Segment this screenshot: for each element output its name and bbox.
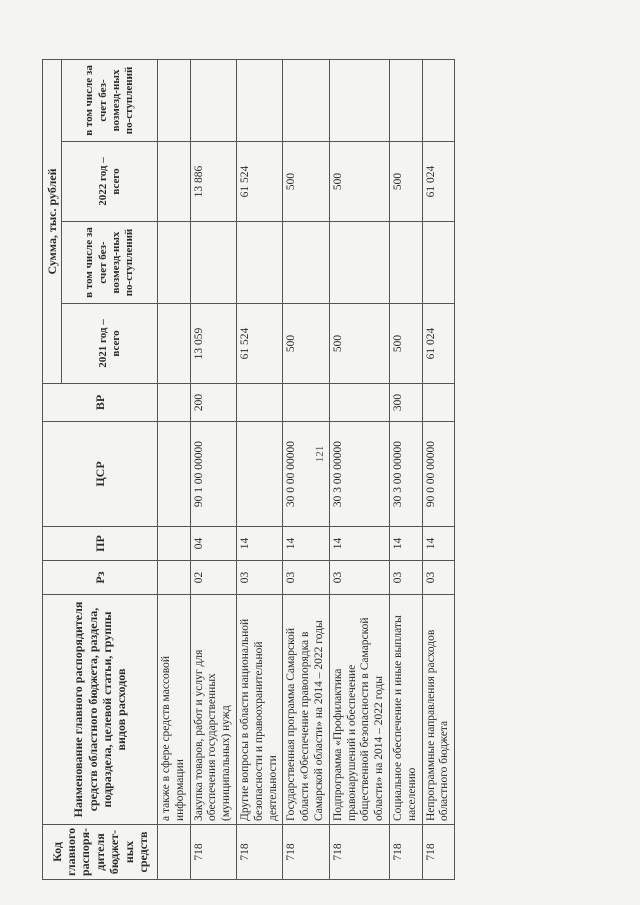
header-vr: ВР [43,384,158,422]
table-row [329,59,389,879]
cell-name: Другие вопросы в области национальной безопасности и правоохранительной деятельности [236,595,282,825]
cell-rz: 03 [329,561,389,595]
cell-csr [236,422,282,527]
cell-code: 718 [389,825,422,880]
table-row [422,59,455,879]
budget-table [42,59,455,880]
cell-2021-free [236,222,282,304]
cell-2022-free [158,59,191,141]
cell-code: 718 [190,825,236,880]
cell-2021-free [158,222,191,304]
cell-pr [158,527,191,561]
cell-2022-total: 61 024 [422,142,455,222]
cell-2021-free [283,222,329,304]
cell-csr: 30 3 00 00000 [389,422,422,527]
cell-2021-total: 13 059 [190,304,236,384]
cell-vr [158,384,191,422]
cell-name: а также в сфере средств массовой информации [158,595,191,825]
cell-vr [422,384,455,422]
cell-vr [236,384,282,422]
cell-name: Непрограммные направления расходов областного бюджета [422,595,455,825]
header-2021-free: в том числе за счет без-возмезд-ных по-ступлений [62,222,158,304]
cell-2022-free [190,59,236,141]
cell-2021-free [389,222,422,304]
cell-2021-total: 500 [329,304,389,384]
cell-code [158,825,191,880]
cell-2022-free [422,59,455,141]
cell-vr: 200 [190,384,236,422]
cell-name: Закупка товаров, работ и услуг для обеспечения государственных (муниципальных) нужд [190,595,236,825]
cell-rz: 03 [236,561,282,595]
header-pr: ПР [43,527,158,561]
cell-vr: 300 [389,384,422,422]
cell-2022-total: 61 524 [236,142,282,222]
cell-rz: 03 [422,561,455,595]
cell-pr: 14 [236,527,282,561]
cell-2022-total: 500 [329,142,389,222]
header-2021-total: 2021 год – всего [62,304,158,384]
cell-rz: 03 [389,561,422,595]
table-row [283,59,329,879]
cell-2021-free [190,222,236,304]
table-row [236,59,282,879]
cell-code: 718 [422,825,455,880]
header-rz: Рз [43,561,158,595]
cell-name: Социальное обеспечение и иные выплаты населению [389,595,422,825]
header-2022-free: в том числе за счет без-возмезд-ных по-ступлений [62,59,158,141]
header-2022-total: 2022 год – всего [62,142,158,222]
cell-name: Подпрограмма «Профилактика правонарушений и обеспечение общественной безопасности в Самарской области» на 2014 – 2022 годы [329,595,389,825]
cell-2021-total: 500 [389,304,422,384]
cell-csr: 90 1 00 00000 [190,422,236,527]
header-code: Код главного распоря-дителя бюджет-ных средств [43,825,158,880]
cell-2021-free [422,222,455,304]
cell-rz: 03 [283,561,329,595]
cell-2022-total [158,142,191,222]
cell-vr [283,384,329,422]
header-sum-group: Сумма, тыс. рублей [43,59,62,383]
cell-2021-free [329,222,389,304]
cell-pr: 14 [422,527,455,561]
cell-rz: 02 [190,561,236,595]
table-row [190,59,236,879]
cell-2022-free [389,59,422,141]
cell-name: Государственная программа Самарской области «Обеспечение правопорядка в Самарской области» на 2014 – 2022 годы [283,595,329,825]
cell-2021-total [158,304,191,384]
cell-csr: 30 3 00 00000 [329,422,389,527]
cell-code: 718 [329,825,389,880]
cell-code: 718 [283,825,329,880]
page-number: 121 [314,445,326,463]
cell-pr: 04 [190,527,236,561]
cell-2022-free [283,59,329,141]
cell-2021-total: 61 524 [236,304,282,384]
cell-pr: 14 [389,527,422,561]
cell-csr: 30 0 00 00000 [283,422,329,527]
cell-2022-total: 500 [389,142,422,222]
cell-vr [329,384,389,422]
table-row [158,59,191,879]
cell-csr [158,422,191,527]
cell-csr: 90 0 00 00000 [422,422,455,527]
cell-code: 718 [236,825,282,880]
cell-2022-free [236,59,282,141]
cell-2021-total: 61 024 [422,304,455,384]
header-name: Наименование главного распорядителя средств областного бюджета, раздела, подраздела, целевой статьи, группы видов расходов [43,595,158,825]
cell-pr: 14 [283,527,329,561]
cell-2022-free [329,59,389,141]
budget-table-rotated [42,60,602,880]
cell-2022-total: 13 886 [190,142,236,222]
cell-pr: 14 [329,527,389,561]
cell-rz [158,561,191,595]
table-row [389,59,422,879]
header-csr: ЦСР [43,422,158,527]
cell-2021-total: 500 [283,304,329,384]
cell-2022-total: 500 [283,142,329,222]
